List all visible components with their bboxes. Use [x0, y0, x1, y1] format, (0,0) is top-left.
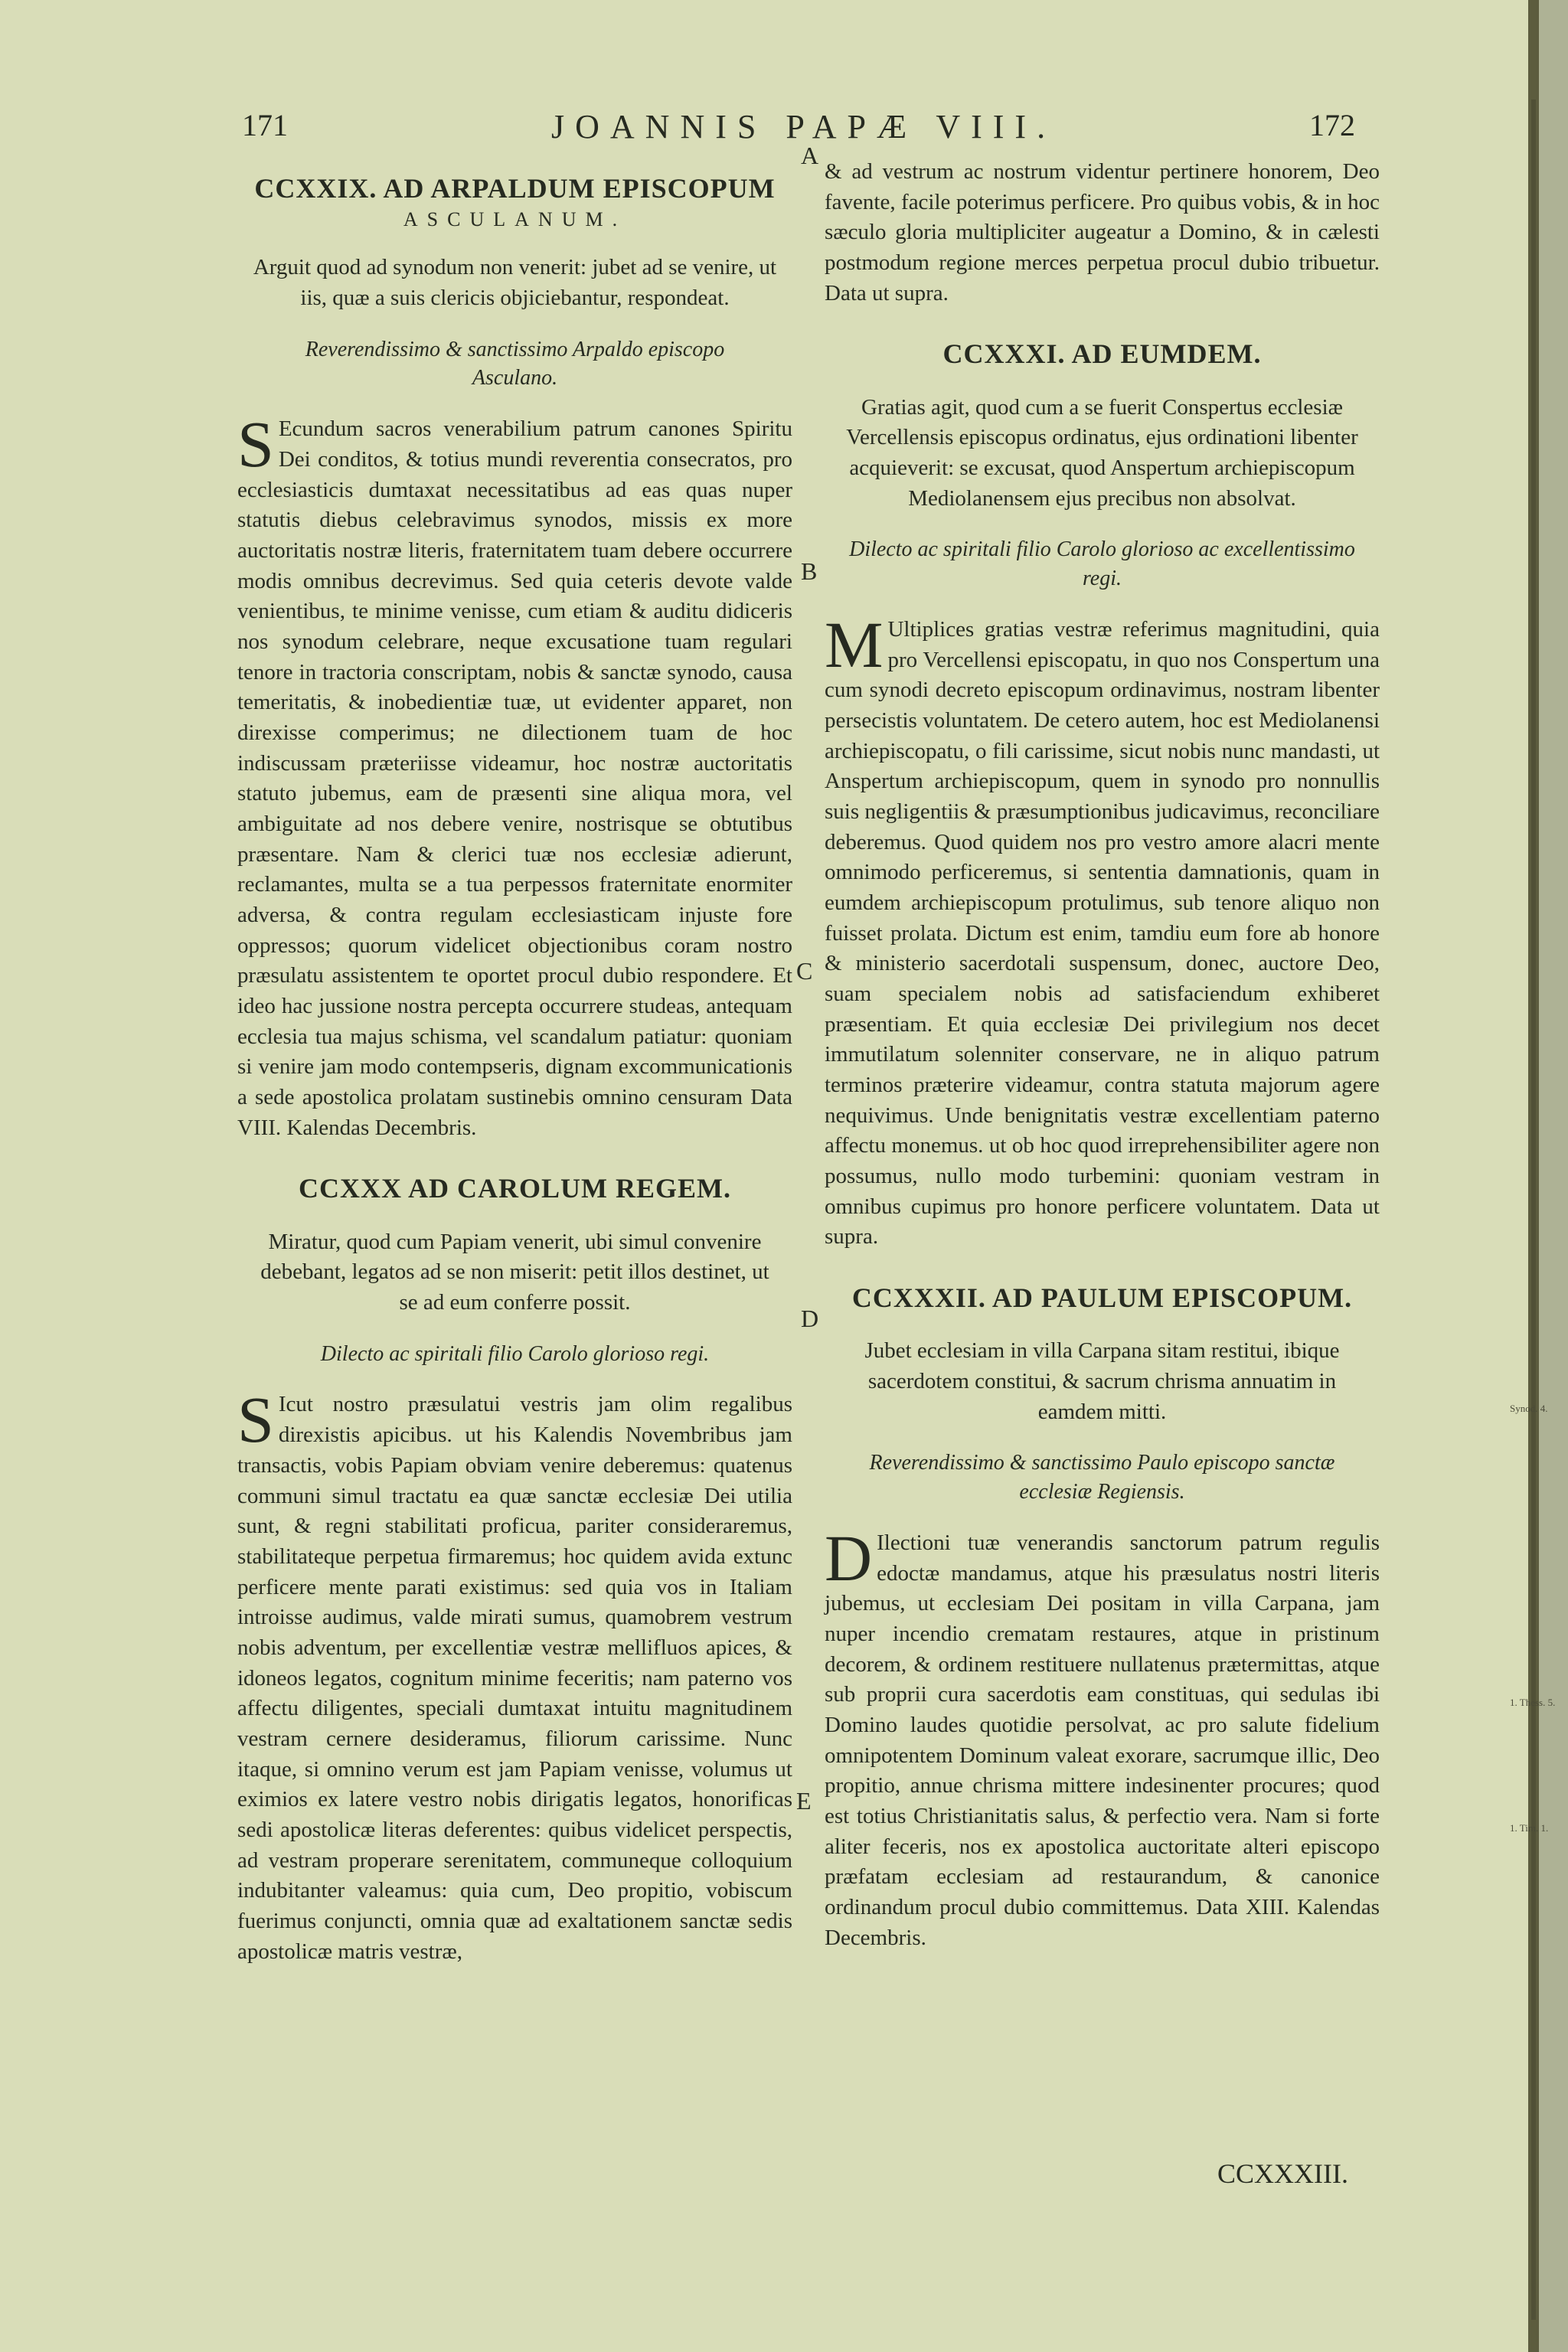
letter-subheading: ASCULANUM.	[403, 208, 627, 231]
margin-letter-a: A	[801, 142, 819, 169]
running-title: JOANNIS PAPÆ VIII.	[551, 108, 1057, 145]
letter-body	[237, 407, 792, 1143]
letter-address: Dilecto ac spiritali filio Carolo glorioso regi.	[320, 1341, 710, 1366]
left-column	[237, 157, 792, 1967]
next-letter-heading: CCXXXIII.	[1217, 2158, 1348, 2189]
letter-text: Ilectioni tuæ venerandis sanctorum patrum regulis edoctæ mandamus, atque his præsulatus nostri literis jubemus, ut ecclesiam Dei positam in villa Carpana, jam nuper incendio crematam restaures, atque in pristinum decorem, & ordinem restituere nullatenus prætermittas, atque sub proprii cura sacerdotis eam constituas, qui sedulas ibi Domino laudes quotidie persolvat, ac pro salute fidelium omnipotentem Dominum valeat exorare, sacrumque illic, Deo propitio, annue chrisma mittere indesinenter procures; quod est totius Christianitatis salus, & perfectio vera. Nam si forte aliter feceris, nos ex apostolica auctoritate alteri episcopo præfatam ecclesiam ad restaurandum, & canonice ordinandum procul dubio committemus. Data XIII. Kalendas Decembris.	[825, 1530, 1380, 1950]
letter-body	[825, 1521, 1380, 1953]
letter-ccxxx-continued	[825, 157, 1380, 309]
margin-note-1: Synod. 4.	[1510, 1403, 1548, 1414]
letter-heading: CCXXXI. AD EUMDEM.	[942, 338, 1262, 370]
drop-cap: S	[237, 1383, 274, 1457]
letter-address: Reverendissimo & sanctissimo Arpaldo episcopo Asculano.	[305, 337, 725, 390]
letter-text: Icut nostro præsulatui vestris jam olim regalibus direxistis apicibus. ut his Kalendis Novembribus jam transactis, vobis Papiam obviam venire deberemus: quatenus communi simul tractatu ea quæ sanctæ ecclesiæ Dei utilia sunt, & regni stabilitati proficua, pariter consideraremus, stabilitateque perpetua firmaremus; hoc quidem avida extunc perficere mente parati existimus: sed quia vos in Italiam introisse audimus, valde mirati sumus, quamobrem vestrum nobis adventum, per excellentiæ vestræ mellifluos apices, & idoneos legatos, cognitum minime feceritis; nam paterno vos affectu diligentes, speciali dumtaxat intuitu magnitudinem vestram cernere desideramus, filiorum carissime. Nunc itaque, si omnino verum est jam Papiam venisse, volumus ut eximios ex latere vestro nobis dirigatis legatos, honorificas sedi apostolicæ literas deferentes: quibus videlicet perspectis, ad vestram properare serenitatem, communeque colloquium indubitanter valeamus: quia cum, Deo propitio, vobiscum fuerimus conjuncti, omnia quæ ad exaltationem sanctæ sedis apostolicæ matris vestræ,	[237, 1392, 792, 1964]
letter-ccxxxi	[825, 338, 1380, 1253]
margin-letter-d: D	[801, 1305, 819, 1332]
right-column	[825, 157, 1380, 1953]
letter-ccxxx	[237, 1172, 792, 1967]
letter-body	[825, 608, 1380, 1253]
scan-margin	[1539, 0, 1568, 2352]
letter-summary: Arguit quod ad synodum non venerit: jubet ad se venire, ut iis, quæ a suis clericis objiciebantur, respondeat.	[253, 255, 777, 310]
letter-address: Reverendissimo & sanctissimo Paulo episcopo sanctæ ecclesiæ Regiensis.	[869, 1451, 1335, 1504]
margin-letter-e: E	[796, 1787, 812, 1815]
page-fold-shadow	[1531, 100, 1536, 2320]
drop-cap: D	[825, 1521, 873, 1596]
letter-ccxxxii	[825, 1282, 1380, 1953]
page-number-right: 172	[1309, 108, 1355, 142]
drop-cap: S	[237, 407, 274, 482]
page-number-left: 171	[242, 108, 288, 142]
margin-letter-b: B	[801, 557, 818, 585]
letter-ccxxix	[237, 172, 792, 1143]
letter-text: Ecundum sacros venerabilium patrum canones Spiritu Dei conditos, & totius mundi reverentia consecratos, pro ecclesiasticis dumtaxat necessitatibus ad eas quas nuper statutis diebus celebravimus synodos, missis ex more auctoritatis nostræ literis, fraternitatem tuam debere occurrere modis omnibus decrevimus. Sed quia ceteris devote valde venientibus, te minime venisse, cum etiam & auditu didiceris nos synodum celebrare, neque excusatione tuam regulari tenore in tractoria conscriptam, nobis & sanctæ synodo, causa temeritatis, & inobedientiæ tuæ, ut evidenter apparet, non direxisse comperimus; ne dilectionem tuam de hoc indiscussam præteriisse videamur, hoc nostræ auctoritatis statuto jubemus, eam de præsenti sine aliqua mora, vel ambiguitate ad nos debere venire, nostrisque se obtutibus præsentare. Nam & clerici tuæ nos ecclesiæ adierunt, reclamantes, multa se a tua perpessos fraternitate enormiter adversa, & contra regulam ecclesiasticam injuste fore oppressos; quorum videlicet objectionibus coram nostro præsulatu assistentem te oportet procul dubio respondere. Et ideo hac jussione nostra percepta occurrere studeas, antequam ecclesia tua majus schisma, vel scandalum patiatur: quoniam si venire jam modo contempseris, dignam excommunicationis a sede apostolica prolatam sustinebis omnino censuram Data VIII. Kalendas Decembris.	[237, 416, 792, 1140]
letter-heading: CCXXIX. AD ARPALDUM EPISCOPUM	[254, 173, 776, 204]
letter-summary: Jubet ecclesiam in villa Carpana sitam restitui, ibique sacerdotem constitui, & sacrum chrisma annuatim in eamdem mitti.	[864, 1338, 1340, 1424]
letter-continuation: & ad vestrum ac nostrum videntur pertinere honorem, Deo favente, facile poterimus perficere. Pro quibus vobis, & in hoc sæculo gloria multipliciter augeatur a Domino, & in cælesti postmodum regione merces perpetua procul dubio tribuetur. Data ut supra.	[825, 159, 1380, 305]
margin-note-3: 1. Tim. 1.	[1510, 1822, 1549, 1834]
running-header	[0, 107, 1528, 153]
letter-summary: Gratias agit, quod cum a se fuerit Conspertus ecclesiæ Vercellensis episcopus ordinatus, ejus ordinationi libenter acquieverit: se excusat, quod Anspertum archiepiscopum Mediolanensem ejus precibus non absolvat.	[846, 394, 1358, 511]
letter-body	[237, 1383, 792, 1967]
letter-heading: CCXXX AD CAROLUM REGEM.	[299, 1173, 731, 1204]
letter-text: Ultiplices gratias vestræ referimus magnitudini, quia pro Vercellensi episcopatu, in quo nos Conspertum una cum synodi decreto episcopum ordinavimus, nostram libenter persecistis voluntatem. De cetero autem, hoc est Mediolanensi archiepiscopatu, o fili carissime, sicut nobis nunc mandasti, ut Anspertum archiepiscopum, quem in synodo pro nonnullis suis negligentiis & præsumptionibus judicavimus, reconciliare deberemus. Quod quidem nos pro vestro amore alacri mente omnimodo perficeremus, si sententia damnationis, quam in eumdem archiepiscopum protulimus, sub tenore aliquo non fuisset prolata. Dictum est enim, tamdiu eum fore ab honore & ministerio sacerdotali suspensum, donec, auctore Deo, suam specialem nobis ad satisfaciendum exhiberet præsentiam. Et quia ecclesiæ Dei privilegium nos decet immutilatum solenniter conservare, ne in aliquo patrum terminos præterire videamur, contra statuta majorum agere nequivimus. Unde benignitatis vestræ excellentiam paterno affectu monemus. ut ob hoc quod irreprehensibiliter agere non possumus, nullo modo turbemini: quoniam vestram in omnibus cupimus pro honore perficere voluntatem. Data ut supra.	[825, 617, 1380, 1250]
letter-address: Dilecto ac spiritali filio Carolo glorioso ac excellentissimo regi.	[849, 537, 1355, 591]
drop-cap: M	[825, 608, 884, 682]
margin-letter-c: C	[796, 957, 813, 985]
margin-note-2: 1. Thess. 5.	[1510, 1697, 1556, 1708]
letter-heading: CCXXXII. AD PAULUM EPISCOPUM.	[851, 1282, 1353, 1314]
letter-summary: Miratur, quod cum Papiam venerit, ubi simul convenire debebant, legatos ad se non miserit: petit illos destinet, ut se ad eum conferre possit.	[260, 1229, 769, 1315]
